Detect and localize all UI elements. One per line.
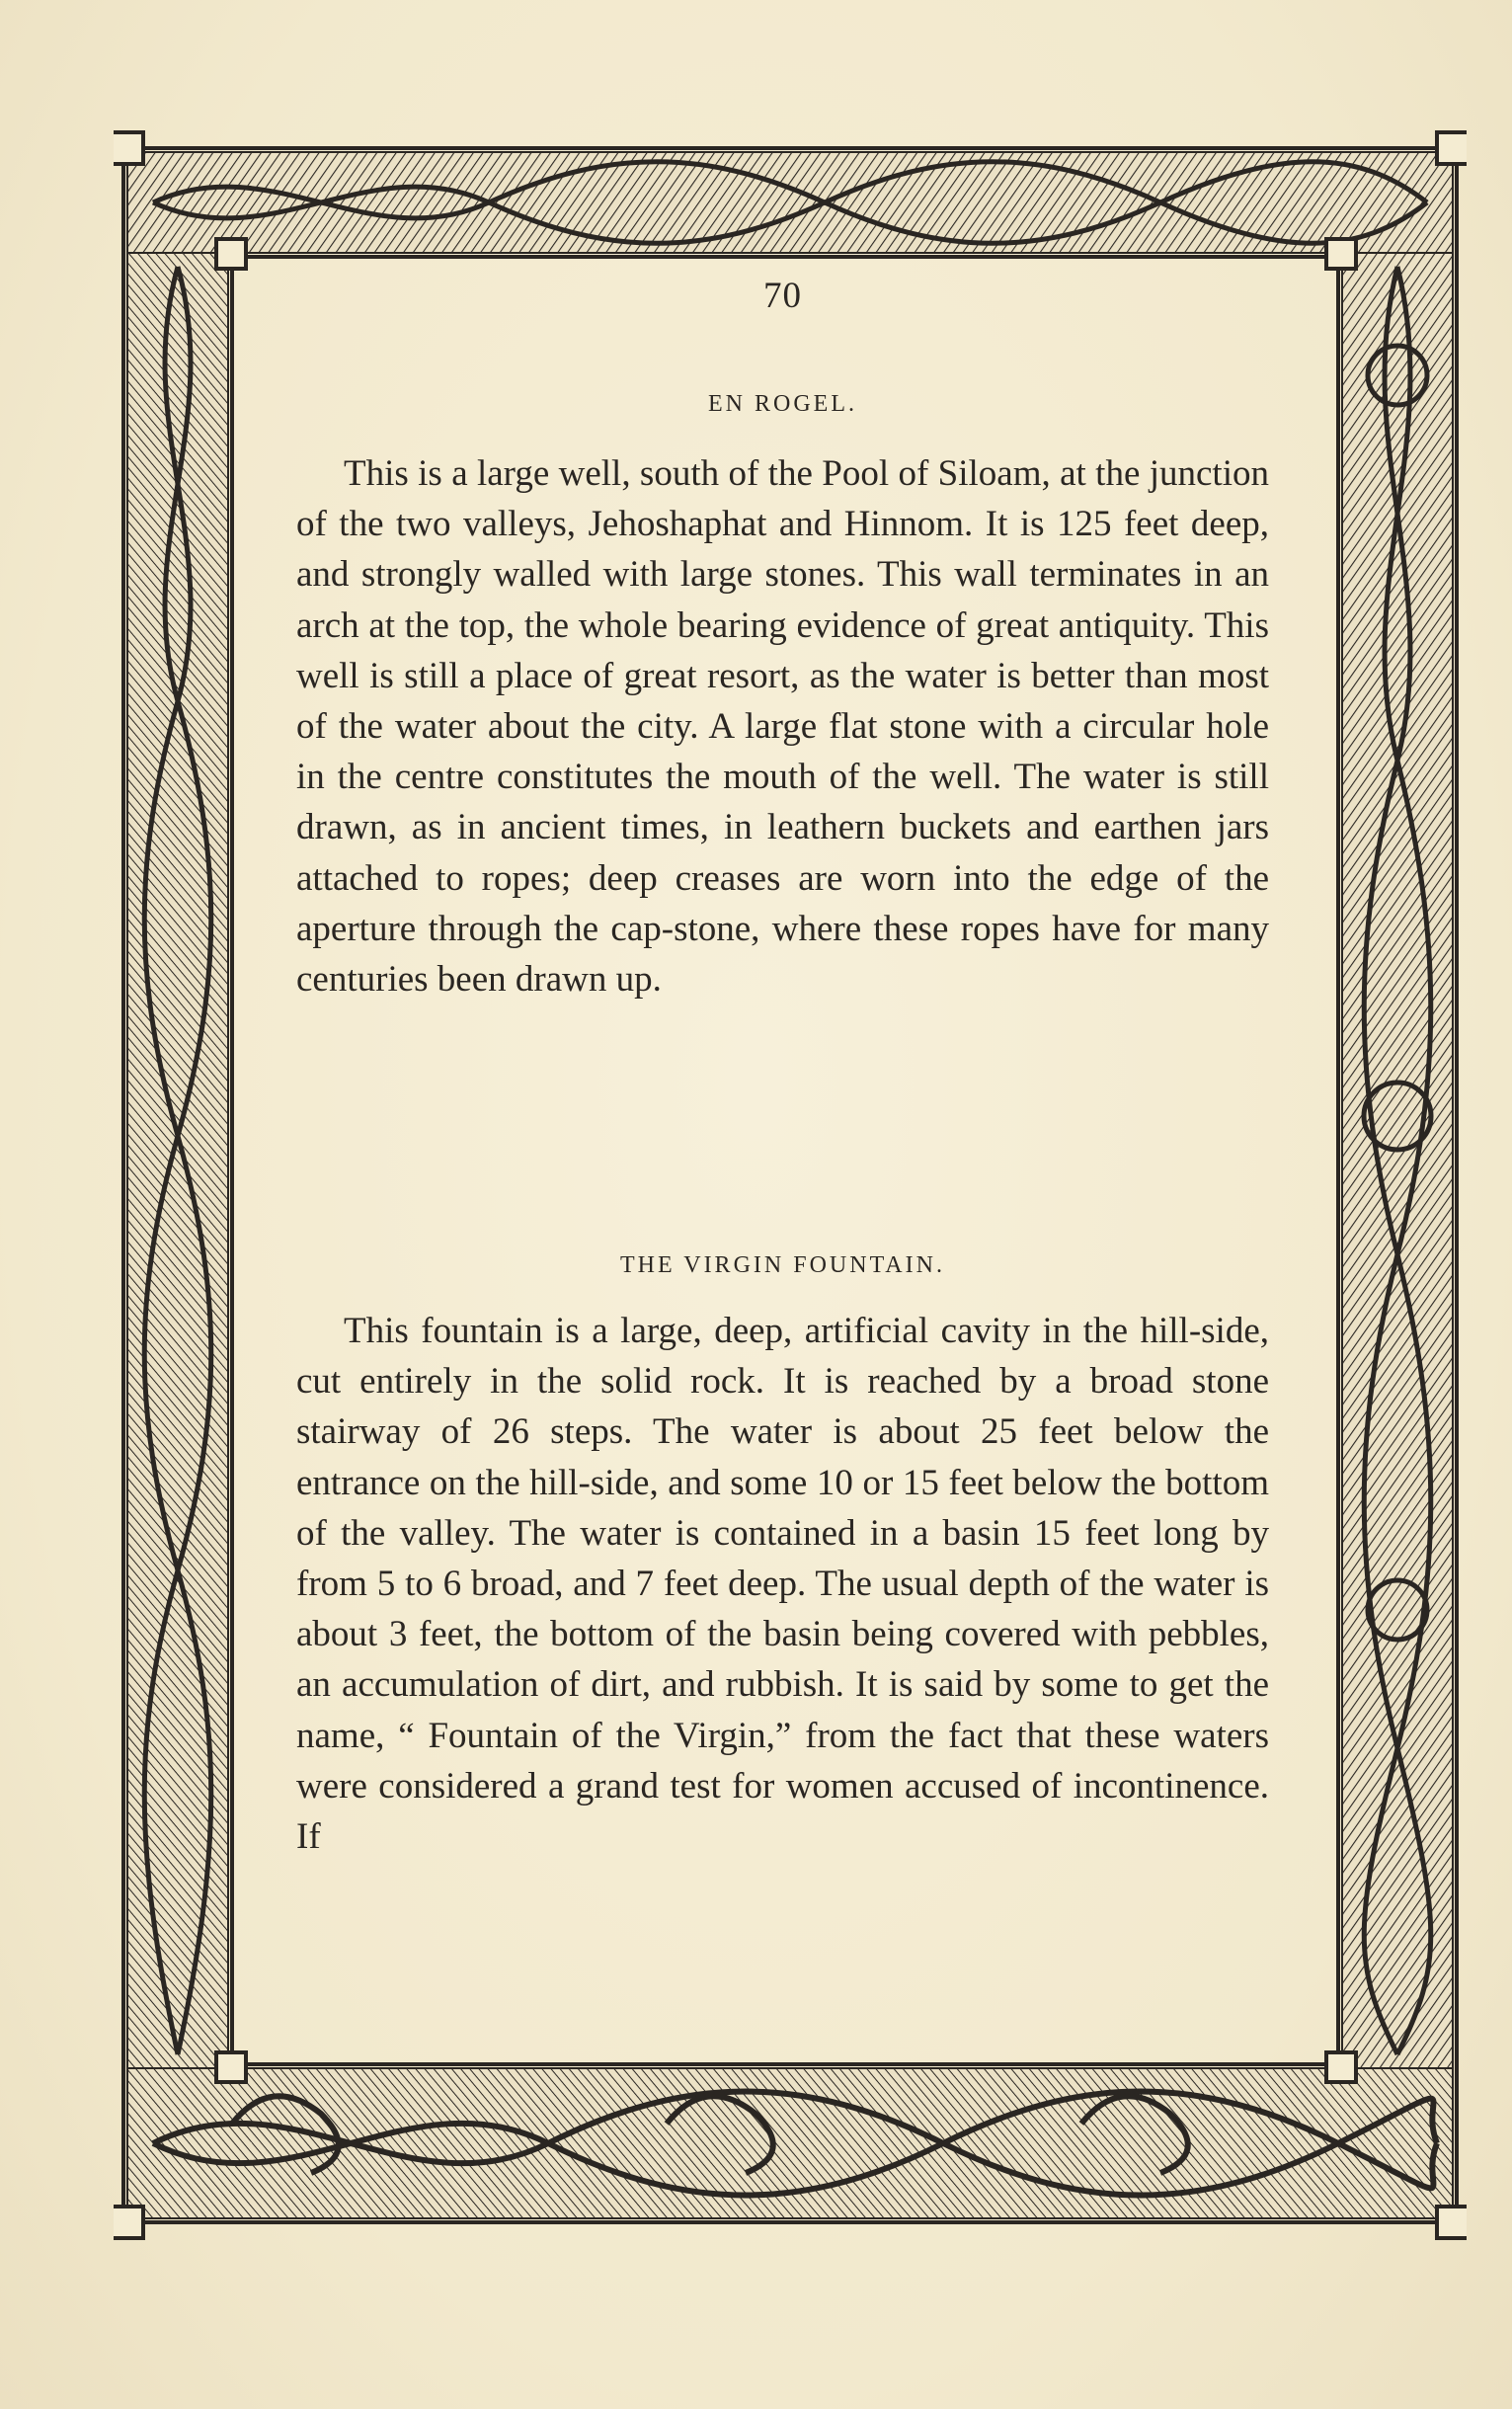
page-number: 70 <box>763 276 802 316</box>
section-title-virgin-fountain: THE VIRGIN FOUNTAIN. <box>620 1252 945 1278</box>
paragraph-en-rogel: This is a large well, south of the Pool of Siloam, at the junction of the two valleys, Jehoshaphat and Hinnom. It is 125 feet deep, and strongly walled with large stones. This wall terminates in an arch at the top, the whole bearing evidence of great antiquity. This well is still a place of great resort, as the water is better than most of the water about the city. A large flat stone with a circular hole in the centre constitutes the mouth of the well. The water is still drawn, as in ancient times, in leathern buckets and earthen jars attached to ropes; deep creases are worn into the edge of the aperture through the cap-stone, where these ropes have for many centuries been drawn up. <box>296 453 1269 1001</box>
section-title-en-rogel: EN ROGEL. <box>708 391 857 417</box>
paragraph-virgin-fountain: This fountain is a large, deep, artificial cavity in the hill-side, cut entirely in the solid rock. It is reached by a broad stone stairway of 26 steps. The water is about 25 feet below the entrance on the hill-side, and some 10 or 15 feet below the bottom of the valley. The water is contained in a basin 15 feet long by from 5 to 6 broad, and 7 feet deep. The usual depth of the water is about 3 feet, the bottom of the basin being covered with pebbles, an accumulation of dirt, and rubbish. It is said by some to get the name, “ Fountain of the Virgin,” from the fact that these waters were considered a grand test for women accused of incontinence. If <box>296 1311 1269 1858</box>
text-block <box>296 267 1269 1985</box>
